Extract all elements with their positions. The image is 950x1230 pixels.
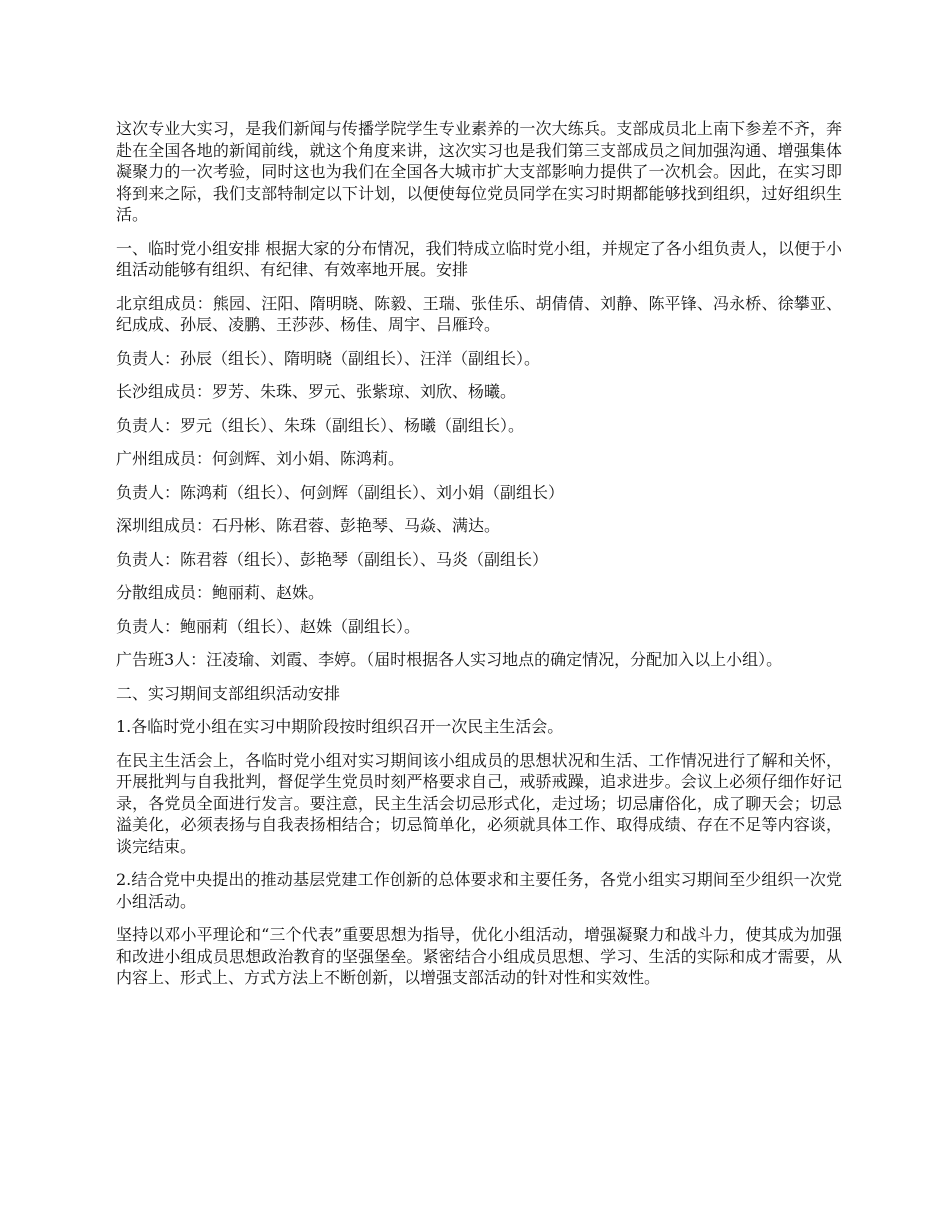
scattered-leaders: 负责人：鲍丽莉（组长）、赵姝（副组长）。 bbox=[116, 616, 421, 636]
guangzhou-members: 广州组成员：何剑辉、刘小娟、陈鸿莉。 bbox=[116, 449, 405, 468]
item-two-heading: 2.结合党中央提出的推动基层党建工作创新的总体要求和主要任务，各党小组实习期间至少组织一次党小组活动。 bbox=[116, 870, 842, 911]
document-body bbox=[116, 118, 842, 1001]
section-two-heading: 二、实习期间支部组织活动安排 bbox=[116, 683, 341, 703]
intro-paragraph: 这次专业大实习，是我们新闻与传播学院学生专业素养的一次大练兵。支部成员北上南下参差不齐，奔赴在全国各地的新闻前线，就这个角度来讲，这次实习也是我们第三支部成员之间加强沟通、增强集体凝聚力的一次考验，同时这也为我们在全国各大城市扩大支部影响力提供了一次机会。因此，在实习即将到来之际，我们支部特制定以下计划，以便使每位党员同学在实习时期都能够找到组织，过好组织生活。 bbox=[116, 119, 842, 224]
changsha-leaders: 负责人：罗元（组长）、朱珠（副组长）、杨曦（副组长）。 bbox=[116, 415, 525, 435]
ad-class-note: 广告班3人：汪凌瑜、刘霞、李婷。（届时根据各人实习地点的确定情况，分配加入以上小组）。 bbox=[116, 650, 783, 669]
item-one-heading: 1.各临时党小组在实习中期阶段按时组织召开一次民主生活会。 bbox=[116, 717, 564, 736]
beijing-members: 北京组成员：熊园、汪阳、隋明晓、陈毅、王瑞、张佳乐、胡倩倩、刘静、陈平锋、冯永桥、徐攀亚、纪成成、孙辰、凌鹏、王莎莎、杨佳、周宇、吕雁玲。 bbox=[116, 293, 842, 334]
beijing-leaders: 负责人：孙辰（组长）、隋明晓（副组长）、汪洋（副组长）。 bbox=[116, 348, 541, 368]
shenzhen-members: 深圳组成员：石丹彬、陈君蓉、彭艳琴、马焱、满达。 bbox=[116, 516, 501, 535]
guangzhou-leaders: 负责人：陈鸿莉（组长）、何剑辉（副组长）、刘小娟（副组长） bbox=[116, 482, 565, 502]
shenzhen-leaders: 负责人：陈君蓉（组长）、彭艳琴（副组长）、马炎（副组长） bbox=[116, 549, 549, 569]
section-one-heading: 一、临时党小组安排 根据大家的分布情况，我们特成立临时党小组，并规定了各小组负责人，以便于小组活动能够有组织、有纪律、有效率地开展。安排 bbox=[116, 238, 842, 279]
item-one-body: 在民主生活会上，各临时党小组对实习期间该小组成员的思想状况和生活、工作情况进行了解和关怀，开展批判与自我批判，督促学生党员时刻严格要求自己，戒骄戒躁，追求进步。会议上必须仔细作好记录，各党员全面进行发言。要注意，民主生活会切忌形式化，走过场；切忌庸俗化，成了聊天会；切忌溢美化，必须表扬与自我表扬相结合；切忌简单化，必须就具体工作、取得成绩、存在不足等内容谈，谈完结束。 bbox=[116, 750, 842, 856]
item-two-body: 坚持以邓小平理论和“三个代表”重要思想为指导，优化小组活动，增强凝聚力和战斗力，使其成为加强和改进小组成员思想政治教育的坚强堡垒。紧密结合小组成员思想、学习、生活的实际和成才需要，从内容上、形式上、方式方法上不断创新，以增强支部活动的针对性和实效性。 bbox=[116, 925, 842, 987]
scattered-members: 分散组成员：鲍丽莉、赵姝。 bbox=[116, 583, 325, 602]
changsha-members: 长沙组成员：罗芳、朱珠、罗元、张紫琼、刘欣、杨曦。 bbox=[116, 382, 517, 401]
